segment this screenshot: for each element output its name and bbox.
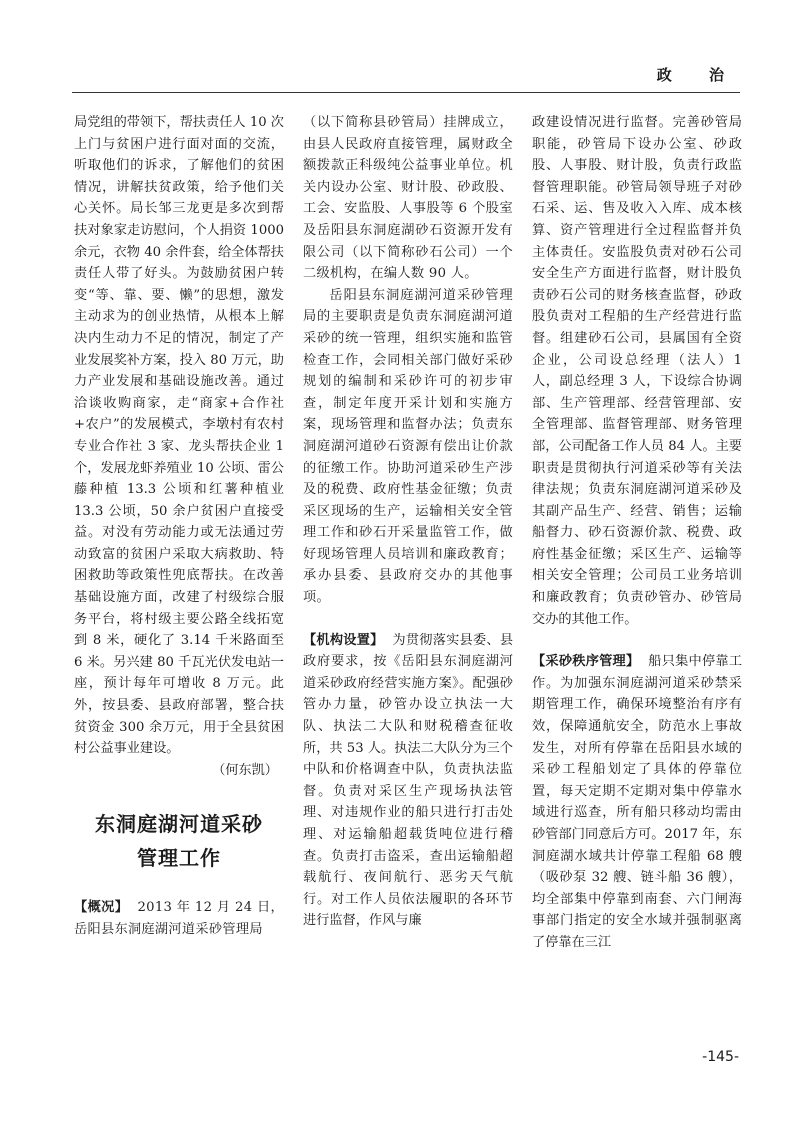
page-header [72,66,740,93]
column-2 [303,112,513,932]
overview-text: 2013 年 12 月 24 日，岳阳县东洞庭湖河道采砂管理局 [74,900,285,937]
section-title [74,807,284,875]
paragraph: 局党组的带领下，帮扶责任人 10 次上门与贫困户进行面对面的交流，听取他们的诉求，了解他们的贫困情况，讲解扶贫政策，给予他们关心关怀。局长邹三龙更是多次到帮扶对象家走访慰问，个人捐资 1000 余元，衣物 40 余件套，给全体帮扶责任人带了好头。为鼓励贫困户转变“等、靠、要、懒”的思想，激发主动求为的创业热情，从根本上解决内生动力不足的情况，制定了产业发展奖补方案，投入 80 万元，助力产业发展和基础设施改善。通过洽谈收购商家，走“商家+合作社+农户”的发展模式，李墩村有农村专业合作社 3 家、龙头帮扶企业 1 个，发展龙虾养殖业 10 公顷、雷公藤种植 13.3 公顷和红薯种植业 13.3 公顷，50 余户贫困户直接受益。对没有劳动能力或无法通过劳动致富的贫困户采取大病救助、特困救助等政策性兜底帮扶。在改善基础设施方面，改建了村级综合服务平台，将村级主要公路全线拓宽到 8 米，硬化了 3.14 千米路面至 6 米。另兴建 80 千瓦光伏发电站一座，预计每年可增收 8 万元。此外，按县委、县政府部署，整合扶贫资金 300 余万元，用于全县贫困村公益事业建设。 [74,115,284,757]
tag-organization: 【机构设置】 [303,632,384,648]
paragraph [532,651,742,953]
paragraph: （以下简称县砂管局）挂牌成立，由县人民政府直接管理，属财政全额拨款正科级纯公益事业单位。机关内设办公室、财计股、砂政股、工会、安监股、人事股等 6 个股室及岳阳县东洞庭湖砂石资源开发有限公司（以下简称砂石公司）一个二级机构，在编人数 90 人。 [303,115,513,282]
column-1 [74,112,284,941]
column-3 [532,112,742,954]
section-header-title: 政 治 [656,66,740,84]
paragraph [303,630,513,932]
section-title-line-2: 管理工作 [137,846,221,871]
sand-order-text: 船只集中停靠工作。为加强东洞庭湖河道采砂禁采期管理工作，确保环境整治有序有效，保障通航安全，防范水上事故发生，对所有停靠在岳阳县水域的采砂工程船划定了具体的停靠位置，每天定期不定期对集中停靠水域进行巡查，所有船只移动均需由砂管部门同意后方可。2017 年，东洞庭湖水域共计停靠工程船 68 艘（吸砂泵 32 艘、链斗船 36 艘），均全部集中停靠到南套、六门闸海事部门指定的安全水域并强制驱离了停靠在三江 [532,654,743,950]
tag-sand-order: 【采砂秩序管理】 [532,654,640,670]
organization-text: 为贯彻落实县委、县政府要求，按《岳阳县东洞庭湖河道采砂政府经营实施方案》。配强砂管办力量，砂管办设立执法一大队、执法二大队和财税稽查征收所，共 53 人。执法二大队分为三个中队和价格调查中队，负责执法监督。负责对采区生产现场执法管理、对违规作业的船只进行打击处理、对运输船超载货吨位进行稽查。负责打击盗采，查出运输船超载航行、夜间航行、恶劣天气航行。对工作人员依法履职的各环节进行监督，作风与廉 [303,632,514,929]
tag-overview: 【概况】 [74,900,129,916]
paragraph [74,897,284,940]
paragraph: 政建设情况进行监督。完善砂管局职能，砂管局下设办公室、砂政股、人事股、财计股，负责行政监督管理职能。砂管局领导班子对砂石采、运、售及收入入库、成本核算、资产管理进行全过程监督并负主体责任。安监股负责对砂石公司安全生产方面进行监督，财计股负责砂石公司的财务核查监督，砂政股负责对工程船的生产经营进行监督。组建砂石公司，县属国有全资企业，公司设总经理（法人）1 人，副总经理 3 人，下设综合协调部、生产管理部、经营管理部、安全管理部、监督管理部、财务管理部，公司配备工作人员 84 人。主要职责是贯彻执行河道采砂等有关法律法规；负责东洞庭湖河道采砂及其副产品生产、经营、销售；运输船督力、砂石资源价款、税费、政府性基金征缴；采区生产、运输等相关安全管理；公司员工业务培训和廉政教育；负责砂管办、砂管局交办的其他工作。 [532,115,742,627]
section-title-line-1: 东洞庭湖河道采砂 [95,812,263,837]
page-number: -145- [702,1049,739,1065]
author-signature: （何东凯） [212,762,278,778]
paragraph: 岳阳县东洞庭湖河道采砂管理局的主要职责是负责东洞庭湖河道采砂的统一管理，组织实施和监管检查工作，会同相关部门做好采砂规划的编制和采砂许可的初步审查，制定年度开采计划和实施方案，现场管理和监督办法；负责东洞庭湖河道砂石资源有偿出让价款的征缴工作。协助河道采砂生产涉及的税费、政府性基金征缴；负责采区现场的生产，运输相关安全管理工作和砂石开采量监管工作，做好现场管理人员培训和廉政教育；承办县委、县政府交办的其他事项。 [303,287,513,606]
